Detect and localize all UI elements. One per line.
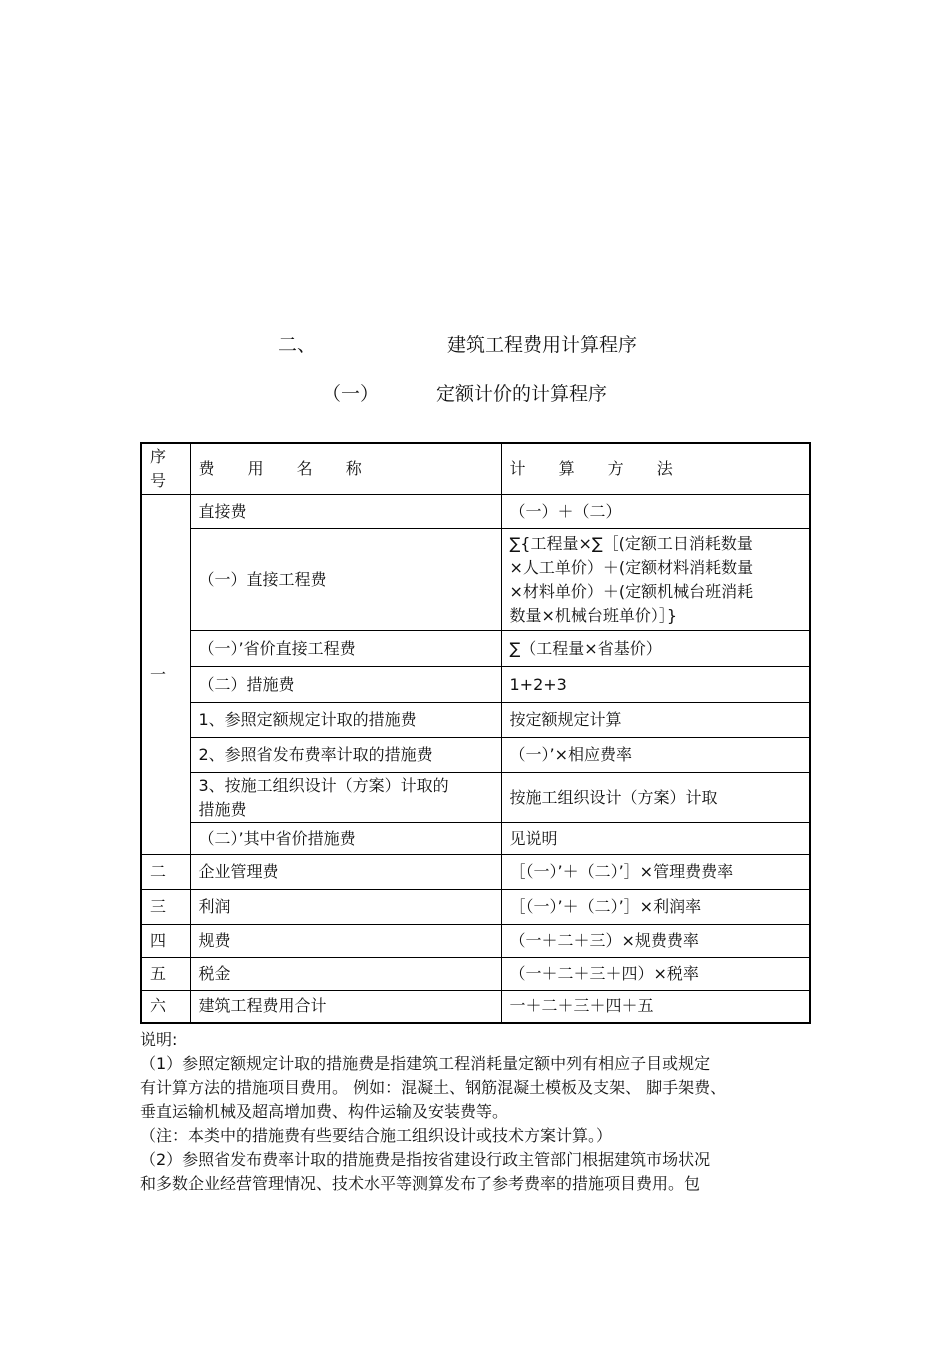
fee-name-cell bbox=[190, 773, 501, 823]
table-row bbox=[141, 667, 810, 703]
subsection-title: 定额计价的计算程序 bbox=[436, 383, 608, 405]
method-line: 数量×机械台班单价）］} bbox=[509, 605, 678, 625]
seq-cell: 二 bbox=[141, 855, 190, 890]
fee-method-cell: ［（一）’＋（二）’］×利润率 bbox=[501, 890, 810, 925]
notes-section bbox=[140, 1028, 820, 1196]
name-line: 措施费 bbox=[198, 799, 247, 819]
table-row bbox=[141, 631, 810, 667]
table-row bbox=[141, 529, 810, 631]
table-row bbox=[141, 703, 810, 738]
seq-cell: 五 bbox=[141, 958, 190, 991]
fee-method-cell: 见说明 bbox=[501, 823, 810, 855]
fee-name-cell: 企业管理费 bbox=[190, 855, 501, 890]
fee-method-cell: （一＋二＋三＋四）×税率 bbox=[501, 958, 810, 991]
seq-cell: 四 bbox=[141, 925, 190, 958]
fee-method-cell: ［（一）’＋（二）’］×管理费费率 bbox=[501, 855, 810, 890]
seq-cell: 六 bbox=[141, 991, 190, 1023]
table-row bbox=[141, 925, 810, 958]
fee-method-cell: （一＋二＋三）×规费费率 bbox=[501, 925, 810, 958]
fee-method-cell: （一）’×相应费率 bbox=[501, 738, 810, 773]
fee-name-cell: 建筑工程费用合计 bbox=[190, 991, 501, 1023]
notes-line: 有计算方法的措施项目费用。 例如：混凝土、钢筋混凝土模板及支架、 脚手架费、 bbox=[140, 1078, 727, 1097]
fee-name-cell: （二）措施费 bbox=[190, 667, 501, 703]
section-title: 建筑工程费用计算程序 bbox=[447, 334, 638, 356]
table-row bbox=[141, 495, 810, 529]
group-seq-cell: 一 bbox=[141, 495, 190, 855]
header-seq: 序号 bbox=[141, 443, 190, 495]
method-line: ×人工单价）＋(定额材料消耗数量 bbox=[509, 557, 754, 577]
table-header-row bbox=[141, 443, 810, 495]
seq-cell: 三 bbox=[141, 890, 190, 925]
fee-name-cell: 税金 bbox=[190, 958, 501, 991]
fee-method-cell: ∑（工程量×省基价） bbox=[501, 631, 810, 667]
header-name: 费 用 名 称 bbox=[190, 443, 501, 495]
fee-method-cell: 1+2+3 bbox=[501, 667, 810, 703]
table-row bbox=[141, 855, 810, 890]
section-number: 二、 bbox=[278, 334, 317, 356]
table-row bbox=[141, 958, 810, 991]
fee-calculation-table bbox=[140, 442, 811, 1024]
notes-title: 说明: bbox=[140, 1030, 178, 1049]
fee-name-cell: 规费 bbox=[190, 925, 501, 958]
notes-line: 垂直运输机械及超高增加费、构件运输及安装费等。 bbox=[140, 1102, 509, 1121]
fee-method-cell: （一）＋（二） bbox=[501, 495, 810, 529]
table-row bbox=[141, 773, 810, 823]
fee-method-cell: 按定额规定计算 bbox=[501, 703, 810, 738]
method-line: ×材料单价）＋(定额机械台班消耗 bbox=[509, 581, 754, 601]
notes-line: （注：本类中的措施费有些要结合施工组织设计或技术方案计算。） bbox=[140, 1126, 613, 1145]
fee-name-cell: 2、参照省发布费率计取的措施费 bbox=[190, 738, 501, 773]
fee-method-cell bbox=[501, 529, 810, 631]
table-row bbox=[141, 738, 810, 773]
fee-method-cell: 一＋二＋三＋四＋五 bbox=[501, 991, 810, 1023]
subsection-number: （一） bbox=[322, 383, 380, 405]
fee-name-cell: 利润 bbox=[190, 890, 501, 925]
notes-line: （2）参照省发布费率计取的措施费是指按省建设行政主管部门根据建筑市场状况 bbox=[140, 1150, 711, 1169]
fee-name-cell: （一）’省价直接工程费 bbox=[190, 631, 501, 667]
table-row bbox=[141, 823, 810, 855]
notes-line: 和多数企业经营管理情况、技术水平等测算发布了参考费率的措施项目费用。包 bbox=[140, 1174, 701, 1193]
fee-name-cell: 1、参照定额规定计取的措施费 bbox=[190, 703, 501, 738]
fee-name-cell: 直接费 bbox=[190, 495, 501, 529]
fee-name-cell: （二）’其中省价措施费 bbox=[190, 823, 501, 855]
name-line: 3、按施工组织设计（方案）计取的 bbox=[198, 775, 449, 795]
method-line: ∑{工程量×∑［(定额工日消耗数量 bbox=[509, 533, 753, 553]
table-row bbox=[141, 991, 810, 1023]
fee-name-cell: （一）直接工程费 bbox=[190, 529, 501, 631]
notes-line: （1）参照定额规定计取的措施费是指建筑工程消耗量定额中列有相应子目或规定 bbox=[140, 1054, 711, 1073]
header-method: 计 算 方 法 bbox=[501, 443, 810, 495]
fee-method-cell: 按施工组织设计（方案）计取 bbox=[501, 773, 810, 823]
table-row bbox=[141, 890, 810, 925]
